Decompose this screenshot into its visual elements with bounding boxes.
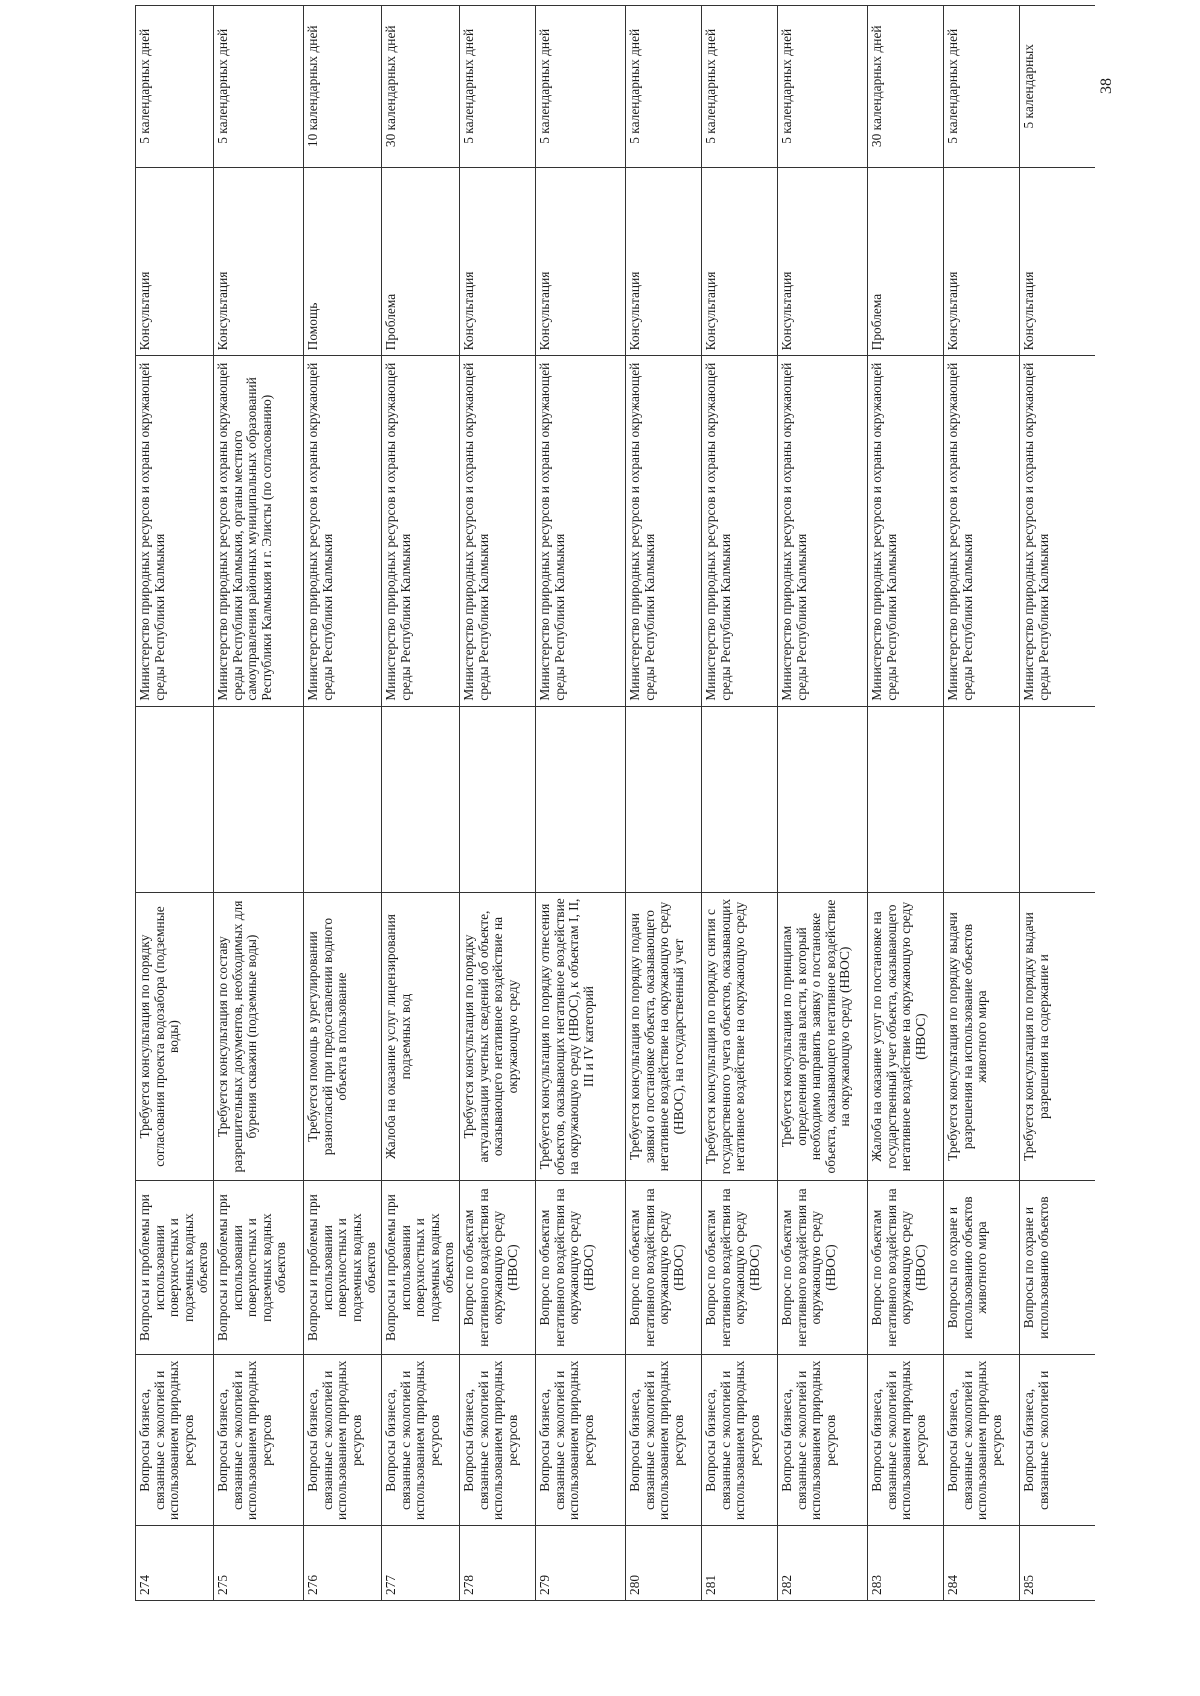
term-cell: 5 календарных дней	[136, 6, 214, 168]
category-cell: Вопросы бизнеса, связанные с экологией и использованием природных ресурсов	[867, 1355, 943, 1526]
row-number-cell: 284	[943, 1526, 1019, 1601]
question-cell: Вопросы и проблемы при использовании поверхностных и подземных водных объектов	[213, 1181, 303, 1355]
empty-cell	[777, 706, 867, 892]
table-row	[381, 6, 459, 1601]
category-cell: Вопросы бизнеса, связанные с экологией и использованием природных ресурсов	[303, 1355, 381, 1526]
term-cell: 5 календарных дней	[625, 6, 701, 168]
term-cell: 10 календарных дней	[303, 6, 381, 168]
description-cell: Требуется консультация по принципам определения органа власти, в который необходимо направить заявку о постановке объекта, оказывающего негативное воздействие на окружающую среду (НВОС)	[777, 892, 867, 1180]
organization-cell: Министерство природных ресурсов и охраны окружающей среды Республики Калмыкия	[701, 356, 777, 706]
category-cell: Вопросы бизнеса, связанные с экологией и использованием природных ресурсов	[213, 1355, 303, 1526]
table-row	[136, 6, 214, 1601]
table-row	[459, 6, 535, 1601]
request-type-cell: Консультация	[1019, 167, 1095, 356]
category-cell: Вопросы бизнеса, связанные с экологией и	[1019, 1355, 1095, 1526]
term-cell: 5 календарных	[1019, 6, 1095, 168]
table-row	[1019, 6, 1095, 1601]
term-cell: 5 календарных дней	[213, 6, 303, 168]
organization-cell: Министерство природных ресурсов и охраны окружающей среды Республики Калмыкия	[381, 356, 459, 706]
term-cell: 30 календарных дней	[381, 6, 459, 168]
description-cell: Жалоба на оказание услуг лицензирования подземных вод	[381, 892, 459, 1180]
table-body	[136, 6, 1096, 1601]
category-cell: Вопросы бизнеса, связанные с экологией и использованием природных ресурсов	[381, 1355, 459, 1526]
table-row	[213, 6, 303, 1601]
question-cell: Вопрос по объектам негативного воздействия на окружающую среду (НВОС)	[535, 1181, 625, 1355]
empty-cell	[943, 706, 1019, 892]
request-type-cell: Консультация	[459, 167, 535, 356]
description-cell: Требуется консультация по порядку актуализации учетных сведений об объекте, оказывающего негативное воздействие на окружающую среду	[459, 892, 535, 1180]
row-number-cell: 282	[777, 1526, 867, 1601]
organization-cell: Министерство природных ресурсов и охраны окружающей среды Республики Калмыкия	[625, 356, 701, 706]
description-cell: Требуется консультация по порядку выдачи разрешения на содержание и	[1019, 892, 1095, 1180]
services-table	[135, 5, 1095, 1601]
description-cell: Требуется консультация по порядку подачи заявки о постановке объекта, оказывающего негативное воздействие на окружающую среду (НВОС), на государственный учет	[625, 892, 701, 1180]
category-cell: Вопросы бизнеса, связанные с экологией и использованием природных ресурсов	[701, 1355, 777, 1526]
row-number-cell: 277	[381, 1526, 459, 1601]
question-cell: Вопросы и проблемы при использовании поверхностных и подземных водных объектов	[381, 1181, 459, 1355]
request-type-cell: Проблема	[381, 167, 459, 356]
description-cell: Требуется консультация по порядку выдачи разрешения на использование объектов животного мира	[943, 892, 1019, 1180]
category-cell: Вопросы бизнеса, связанные с экологией и использованием природных ресурсов	[777, 1355, 867, 1526]
table-row	[701, 6, 777, 1601]
request-type-cell: Консультация	[777, 167, 867, 356]
category-cell: Вопросы бизнеса, связанные с экологией и использованием природных ресурсов	[535, 1355, 625, 1526]
empty-cell	[303, 706, 381, 892]
empty-cell	[381, 706, 459, 892]
row-number-cell: 280	[625, 1526, 701, 1601]
table-row	[867, 6, 943, 1601]
question-cell: Вопросы по охране и использованию объектов животного мира	[943, 1181, 1019, 1355]
empty-cell	[625, 706, 701, 892]
question-cell: Вопросы и проблемы при использовании поверхностных и подземных водных объектов	[303, 1181, 381, 1355]
row-number-cell: 283	[867, 1526, 943, 1601]
category-cell: Вопросы бизнеса, связанные с экологией и использованием природных ресурсов	[136, 1355, 214, 1526]
term-cell: 5 календарных дней	[459, 6, 535, 168]
table-row	[625, 6, 701, 1601]
term-cell: 5 календарных дней	[777, 6, 867, 168]
question-cell: Вопрос по объектам негативного воздействия на окружающую среду (НВОС)	[777, 1181, 867, 1355]
row-number-cell: 274	[136, 1526, 214, 1601]
request-type-cell: Консультация	[535, 167, 625, 356]
table-row	[303, 6, 381, 1601]
description-cell: Жалоба на оказание услуг по постановке на государственный учет объекта, оказывающего негативное воздействие на окружающую среду (НВОС)	[867, 892, 943, 1180]
request-type-cell: Консультация	[213, 167, 303, 356]
request-type-cell: Консультация	[701, 167, 777, 356]
term-cell: 30 календарных дней	[867, 6, 943, 168]
page-number: 38	[1098, 78, 1115, 94]
table-row	[943, 6, 1019, 1601]
request-type-cell: Проблема	[867, 167, 943, 356]
category-cell: Вопросы бизнеса, связанные с экологией и использованием природных ресурсов	[625, 1355, 701, 1526]
empty-cell	[535, 706, 625, 892]
request-type-cell: Консультация	[943, 167, 1019, 356]
row-number-cell: 276	[303, 1526, 381, 1601]
empty-cell	[1019, 706, 1095, 892]
row-number-cell: 279	[535, 1526, 625, 1601]
organization-cell: Министерство природных ресурсов и охраны окружающей среды Республики Калмыкия	[867, 356, 943, 706]
question-cell: Вопрос по объектам негативного воздействия на окружающую среду (НВОС)	[459, 1181, 535, 1355]
organization-cell: Министерство природных ресурсов и охраны окружающей среды Республики Калмыкия	[459, 356, 535, 706]
organization-cell: Министерство природных ресурсов и охраны окружающей среды Республики Калмыкия	[136, 356, 214, 706]
description-cell: Требуется консультация по порядку согласования проекта водозабора (подземные воды)	[136, 892, 214, 1180]
row-number-cell: 285	[1019, 1526, 1095, 1601]
organization-cell: Министерство природных ресурсов и охраны окружающей среды Республики Калмыкия	[535, 356, 625, 706]
row-number-cell: 275	[213, 1526, 303, 1601]
organization-cell: Министерство природных ресурсов и охраны окружающей среды Республики Калмыкия	[303, 356, 381, 706]
empty-cell	[701, 706, 777, 892]
request-type-cell: Консультация	[136, 167, 214, 356]
row-number-cell: 281	[701, 1526, 777, 1601]
question-cell: Вопрос по объектам негативного воздействия на окружающую среду (НВОС)	[701, 1181, 777, 1355]
organization-cell: Министерство природных ресурсов и охраны окружающей среды Республики Калмыкия	[943, 356, 1019, 706]
table-row	[777, 6, 867, 1601]
category-cell: Вопросы бизнеса, связанные с экологией и использованием природных ресурсов	[943, 1355, 1019, 1526]
description-cell: Требуется консультация по порядку снятия с государственного учета объектов, оказывающих негативное воздействие на окружающую среду	[701, 892, 777, 1180]
row-number-cell: 278	[459, 1526, 535, 1601]
description-cell: Требуется помощь в урегулировании разногласий при предоставлении водного объекта в пользование	[303, 892, 381, 1180]
organization-cell: Министерство природных ресурсов и охраны окружающей среды Республики Калмыкия	[777, 356, 867, 706]
organization-cell: Министерство природных ресурсов и охраны окружающей среды Республики Калмыкия	[1019, 356, 1095, 706]
question-cell: Вопрос по объектам негативного воздействия на окружающую среду (НВОС)	[625, 1181, 701, 1355]
question-cell: Вопросы и проблемы при использовании поверхностных и подземных водных объектов	[136, 1181, 214, 1355]
empty-cell	[459, 706, 535, 892]
description-cell: Требуется консультация по порядку отнесения объектов, оказывающих негативное воздействие на окружающую среду (НВОС), к объектам I, II, III и IV категорий	[535, 892, 625, 1180]
request-type-cell: Консультация	[625, 167, 701, 356]
description-cell: Требуется консультация по составу разрешительных документов, необходимых для бурения скважин (подземные воды)	[213, 892, 303, 1180]
term-cell: 5 календарных дней	[943, 6, 1019, 168]
question-cell: Вопросы по охране и использованию объектов	[1019, 1181, 1095, 1355]
empty-cell	[136, 706, 214, 892]
empty-cell	[867, 706, 943, 892]
term-cell: 5 календарных дней	[535, 6, 625, 168]
request-type-cell: Помощь	[303, 167, 381, 356]
term-cell: 5 календарных дней	[701, 6, 777, 168]
empty-cell	[213, 706, 303, 892]
category-cell: Вопросы бизнеса, связанные с экологией и использованием природных ресурсов	[459, 1355, 535, 1526]
question-cell: Вопрос по объектам негативного воздействия на окружающую среду (НВОС)	[867, 1181, 943, 1355]
table-row	[535, 6, 625, 1601]
organization-cell: Министерство природных ресурсов и охраны окружающей среды Республики Калмыкия, органы местного самоуправления районных муниципальных образований Республики Калмыкия и г. Элисты (по согласованию)	[213, 356, 303, 706]
